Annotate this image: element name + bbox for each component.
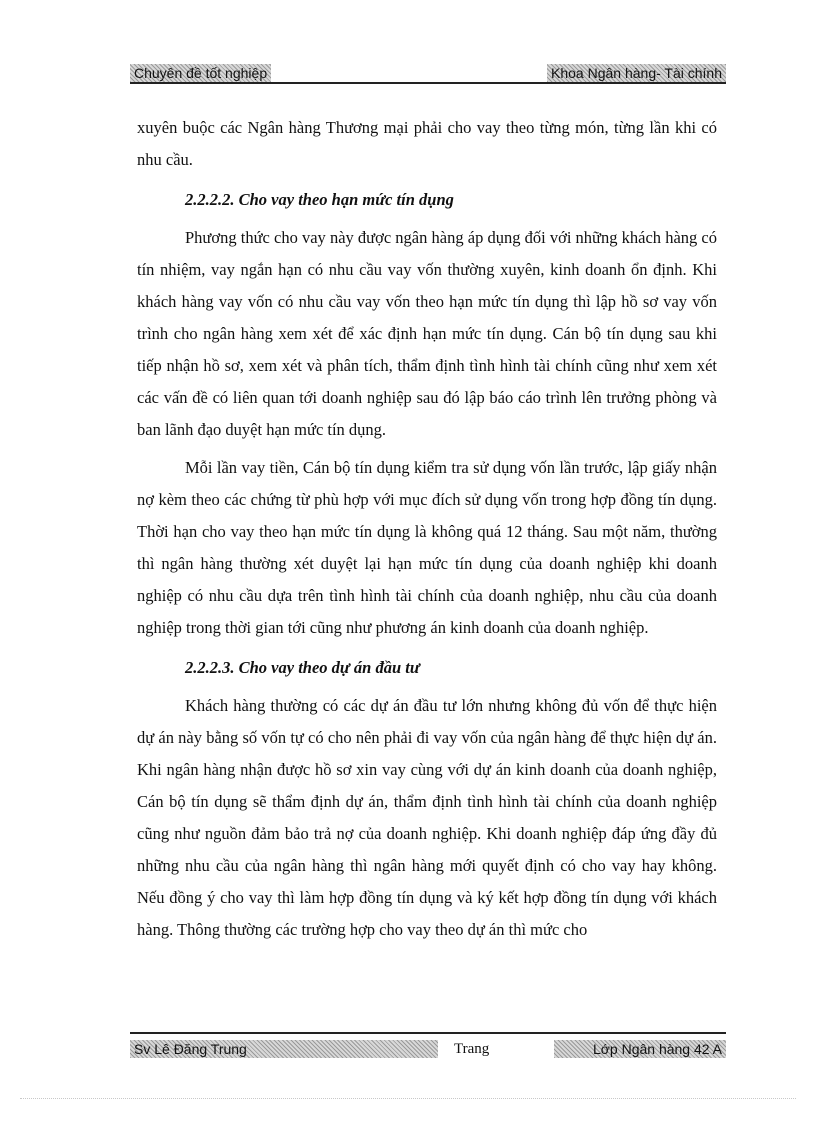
footer-page-label: Trang [454,1041,490,1057]
page-bottom-divider [20,1098,796,1099]
section-heading-project-loan: 2.2.2.3. Cho vay theo dự án đầu tư [185,658,420,677]
footer-student-name: Sv Lê Đăng Trung [130,1040,438,1058]
paragraph-project-loan: Khách hàng thường có các dự án đầu tư lớn nhưng không đủ vốn để thực hiện dự án này bằng số vốn tự có cho nên phải đi vay vốn của ngân hàng để thực hiện dự án. Khi ngân hàng nhận được hồ sơ xin vay cùng với dự án kinh doanh của doanh nghiệp, Cán bộ tín dụng sẽ thẩm định dự án, thẩm định tình hình tài chính của doanh nghiệp cũng như nguồn đảm bảo trả nợ của doanh nghiệp. Khi doanh nghiệp đáp ứng đầy đủ những nhu cầu của ngân hàng thì ngân hàng mới quyết định có cho vay hay không. Nếu đồng ý cho vay thì làm hợp đồng tín dụng và ký kết hợp đồng tín dụng với khách hàng. Thông thường các trường hợp cho vay theo dự án thì mức cho [137,696,717,939]
paragraph-continuation: xuyên buộc các Ngân hàng Thương mại phải cho vay theo từng món, từng lần khi có nhu cầu. [137,118,717,169]
header-right-text: Khoa Ngân hàng- Tài chính [547,64,726,82]
page-header [130,64,726,84]
page-footer [130,1032,726,1064]
header-left-text: Chuyên đề tốt nghiệp [130,64,271,82]
paragraph-credit-limit-process: Mỗi lần vay tiền, Cán bộ tín dụng kiểm tra sử dụng vốn lần trước, lập giấy nhận nợ kèm theo các chứng từ phù hợp với mục đích sử dụng vốn trong hợp đồng tín dụng. Thời hạn cho vay theo hạn mức tín dụng là không quá 12 tháng. Sau một năm, thường thì ngân hàng thường xét duyệt lại hạn mức tín dụng của doanh nghiệp khi doanh nghiệp có nhu cầu dựa trên tình hình tài chính của doanh nghiệp, nhu cầu của doanh nghiệp trong thời gian tới cũng như phương án kinh doanh của doanh nghiệp. [137,458,717,637]
section-heading-credit-limit: 2.2.2.2. Cho vay theo hạn mức tín dụng [185,190,454,209]
document-body [137,112,717,946]
paragraph-credit-limit-method: Phương thức cho vay này được ngân hàng áp dụng đối với những khách hàng có tín nhiệm, vay ngắn hạn có nhu cầu vay vốn thường xuyên, kinh doanh ổn định. Khi khách hàng vay vốn có nhu cầu vay vốn theo hạn mức tín dụng thì lập hồ sơ vay vốn trình cho ngân hàng xem xét để xác định hạn mức tín dụng. Cán bộ tín dụng sau khi tiếp nhận hồ sơ, xem xét và phân tích, thẩm định tình hình tài chính cũng như xem xét các vấn đề có liên quan tới doanh nghiệp sau đó lập báo cáo trình lên trưởng phòng và ban lãnh đạo duyệt hạn mức tín dụng. [137,228,717,439]
footer-class-name: Lớp Ngân hàng 42 A [554,1040,726,1058]
